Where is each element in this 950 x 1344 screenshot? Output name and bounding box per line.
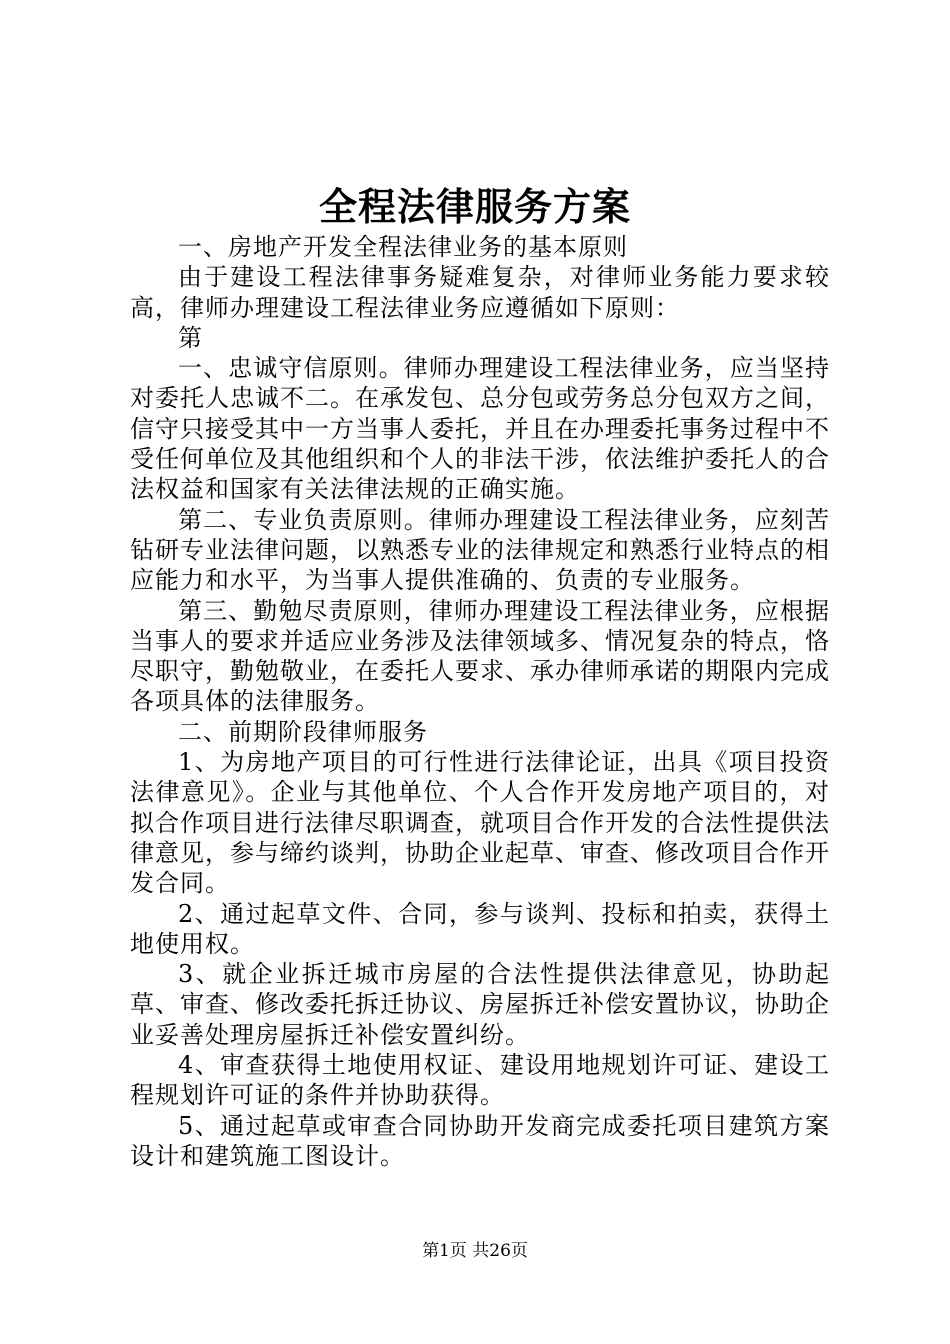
paragraph-di: 第 <box>178 323 203 352</box>
paragraph-item-1: 1、为房地产项目的可行性进行法律论证，出具《项目投资法律意见》。企业与其他单位、个人合作开发房地产项目的，对拟合作项目进行法律尽职调查，就项目合作开发的合法性提供法律意见，参与缔约谈判，协助企业起草、审查、修改项目合作开发合同。 <box>130 748 830 898</box>
paragraph-item-4: 4、审查获得土地使用权证、建设用地规划许可证、建设工程规划许可证的条件并协助获得。 <box>130 1051 830 1110</box>
document-body <box>130 232 830 1171</box>
paragraph-item-2: 2、通过起草文件、合同，参与谈判、投标和拍卖，获得土地使用权。 <box>130 899 830 958</box>
paragraph-item-3: 3、就企业拆迁城市房屋的合法性提供法律意见，协助起草、审查、修改委托拆迁协议、房屋拆迁补偿安置协议，协助企业妥善处理房屋拆迁补偿安置纠纷。 <box>130 960 830 1049</box>
paragraph-principle-3: 第三、勤勉尽责原则，律师办理建设工程法律业务，应根据当事人的要求并适应业务涉及法律领域多、情况复杂的特点，恪尽职守，勤勉敬业，在委托人要求、承办律师承诺的期限内完成各项具体的法律服务。 <box>130 596 830 716</box>
paragraph-section-2-heading: 二、前期阶段律师服务 <box>178 717 428 746</box>
paragraph-item-5: 5、通过起草或审查合同协助开发商完成委托项目建筑方案设计和建筑施工图设计。 <box>130 1111 830 1170</box>
page-footer: 第1页 共26页 <box>422 1241 528 1261</box>
paragraph-intro: 由于建设工程法律事务疑难复杂，对律师业务能力要求较高，律师办理建设工程法律业务应遵循如下原则： <box>130 263 830 322</box>
paragraph-principle-2: 第二、专业负责原则。律师办理建设工程法律业务，应刻苦钻研专业法律问题，以熟悉专业的法律规定和熟悉行业特点的相应能力和水平，为当事人提供准确的、负责的专业服务。 <box>130 505 830 595</box>
document-title: 全程法律服务方案 <box>318 184 631 229</box>
paragraph-section-1-heading: 一、房地产开发全程法律业务的基本原则 <box>178 233 628 261</box>
paragraph-principle-1: 一、忠诚守信原则。律师办理建设工程法律业务，应当坚持对委托人忠诚不二。在承发包、总分包或劳务总分包双方之间，信守只接受其中一方当事人委托，并且在办理委托事务过程中不受任何单位及其他组织和个人的非法干涉，依法维护委托人的合法权益和国家有关法律法规的正确实施。 <box>130 354 830 504</box>
